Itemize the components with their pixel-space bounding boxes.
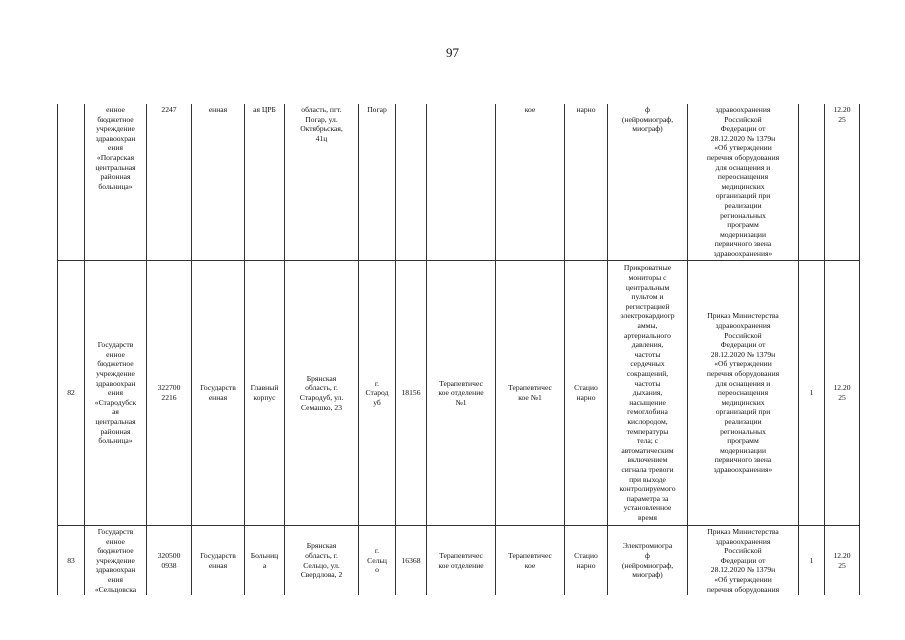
inn-cell: 2247 bbox=[147, 104, 192, 261]
date-cell: 12.20 25 bbox=[825, 261, 860, 526]
table-row bbox=[58, 261, 860, 526]
address-cell: Брянская область, г. Стародуб, ул. Семашко, 23 bbox=[285, 261, 359, 526]
department-type-cell: кое bbox=[496, 104, 565, 261]
department-cell bbox=[427, 104, 496, 261]
care-form-cell: нарно bbox=[565, 104, 608, 261]
department-cell: Терапевтичес кое отделение №1 bbox=[427, 261, 496, 526]
quantity-cell bbox=[799, 104, 825, 261]
row-number-cell: 83 bbox=[58, 526, 85, 596]
institution-cell: енное бюджетное учреждение здравоохран ения «Погарская центральная районная больница» bbox=[85, 104, 147, 261]
population-cell bbox=[396, 104, 427, 261]
department-type-cell: Терапевтичес кое №1 bbox=[496, 261, 565, 526]
equipment-table bbox=[57, 104, 860, 595]
department-cell: Терапевтичес кое отделение bbox=[427, 526, 496, 596]
settlement-cell: Погар bbox=[359, 104, 396, 261]
row-number-cell: 82 bbox=[58, 261, 85, 526]
equipment-cell: ф (нейромиограф, миограф) bbox=[608, 104, 688, 261]
building-cell: ая ЦРБ bbox=[245, 104, 285, 261]
date-cell: 12.20 25 bbox=[825, 104, 860, 261]
equipment-cell: Прикроватные мониторы с центральным пультом и регистрацией электрокардиогр аммы, артериального давления, частоты сердечных сокращений, частоты дыхания, насыщение гемоглобина кислородом, температуры тела; с автоматическим включением сигнала тревоги при выходе контролируемого параметра за установленное время bbox=[608, 261, 688, 526]
quantity-cell: 1 bbox=[799, 526, 825, 596]
building-cell: Главный корпус bbox=[245, 261, 285, 526]
table-row bbox=[58, 526, 860, 596]
basis-cell: Приказ Министерства здравоохранения Российской Федерации от 28.12.2020 № 1379н «Об утверждении перечня оборудования bbox=[688, 526, 799, 596]
care-form-cell: Стацио нарно bbox=[565, 526, 608, 596]
institution-cell: Государств енное бюджетное учреждение здравоохран ения «Сельцовска bbox=[85, 526, 147, 596]
table-row bbox=[58, 104, 860, 261]
basis-cell: здравоохранения Российской Федерации от 28.12.2020 № 1379н «Об утверждении перечня оборудования для оснащения и переоснащения медицинских организаций при реализации региональных программ модернизации первичного звена здравоохранения» bbox=[688, 104, 799, 261]
org-form-cell: енная bbox=[192, 104, 245, 261]
population-cell: 16368 bbox=[396, 526, 427, 596]
population-cell: 18156 bbox=[396, 261, 427, 526]
address-cell: Брянская область, г. Сельцо, ул. Свердлова, 2 bbox=[285, 526, 359, 596]
org-form-cell: Государств енная bbox=[192, 526, 245, 596]
org-form-cell: Государств енная bbox=[192, 261, 245, 526]
settlement-cell: г. Сельц о bbox=[359, 526, 396, 596]
address-cell: область, пгт. Погар, ул. Октябрьская, 41ц bbox=[285, 104, 359, 261]
settlement-cell: г. Старод уб bbox=[359, 261, 396, 526]
date-cell: 12.20 25 bbox=[825, 526, 860, 596]
department-type-cell: Терапевтичес кое bbox=[496, 526, 565, 596]
inn-cell: 322700 2216 bbox=[147, 261, 192, 526]
quantity-cell: 1 bbox=[799, 261, 825, 526]
basis-cell: Приказ Министерства здравоохранения Российской Федерации от 28.12.2020 № 1379н «Об утверждении перечня оборудования для оснащения и переоснащения медицинских организаций при реализации региональных программ модернизации первичного звена здравоохранения» bbox=[688, 261, 799, 526]
care-form-cell: Стацио нарно bbox=[565, 261, 608, 526]
equipment-cell: Электромиогра ф (нейромиограф, миограф) bbox=[608, 526, 688, 596]
page-number: 97 bbox=[446, 45, 459, 60]
institution-cell: Государств енное бюджетное учреждение здравоохран ения «Стародубск ая центральная районная больница» bbox=[85, 261, 147, 526]
building-cell: Больниц а bbox=[245, 526, 285, 596]
row-number-cell bbox=[58, 104, 85, 261]
inn-cell: 320500 0938 bbox=[147, 526, 192, 596]
